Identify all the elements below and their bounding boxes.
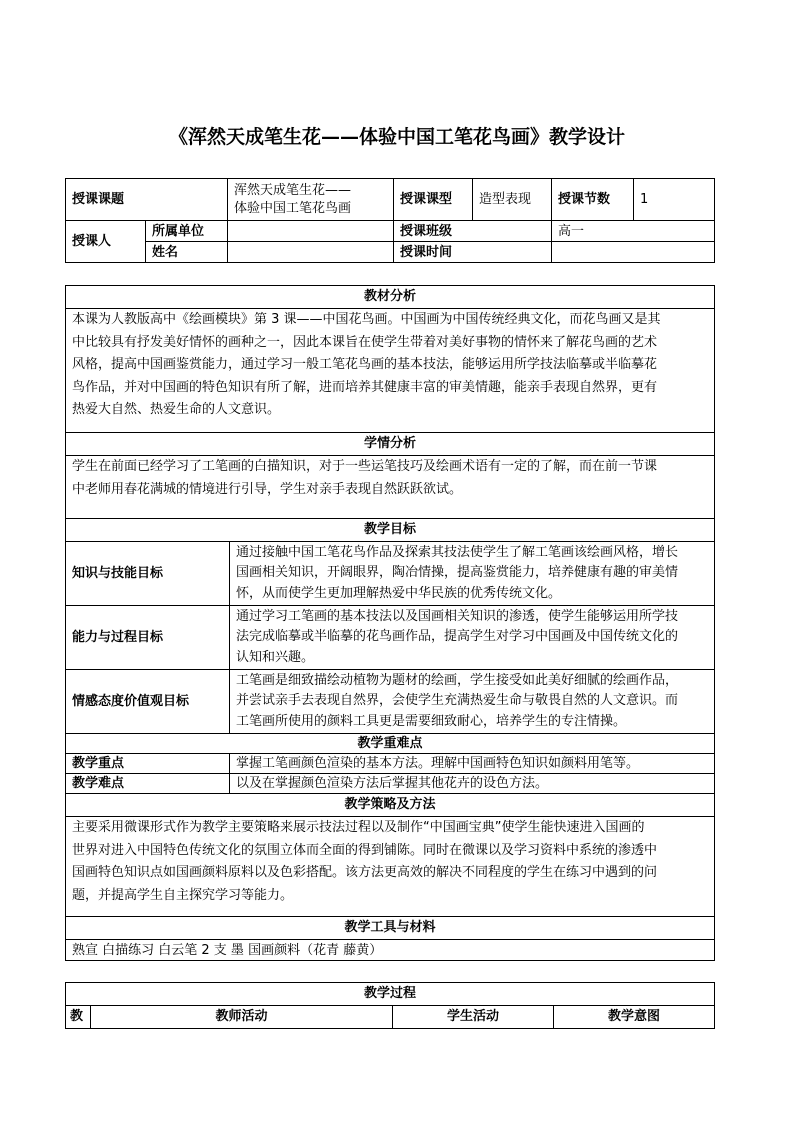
goals-header: 教学目标 <box>66 519 715 542</box>
keypoints-header: 教学重难点 <box>66 734 715 754</box>
course-value <box>228 179 394 221</box>
textbook-text <box>66 309 715 433</box>
goal-line: 通过学习工笔画的基本技法以及国画相关知识的渗透，使学生能够运用所学技 <box>236 608 679 624</box>
unit-label: 所属单位 <box>146 221 228 242</box>
hours-label: 授课节数 <box>552 179 634 221</box>
goal-label-ability: 能力与过程目标 <box>66 606 230 670</box>
goal-text-knowledge <box>230 542 715 606</box>
strategy-line: 题，并提高学生自主探究学习等能力。 <box>72 887 294 903</box>
process-col-teach: 教 <box>66 1006 91 1029</box>
type-label: 授课课型 <box>394 179 473 221</box>
hours-value: 1 <box>634 179 715 221</box>
textbook-line: 热爱大自然、热爱生命的人文意识。 <box>72 402 281 417</box>
goal-text-emotion <box>230 670 715 734</box>
time-value <box>552 242 715 263</box>
info-table <box>65 178 715 263</box>
strategy-text <box>66 817 715 917</box>
goal-line: 工笔画所使用的颜料工具更是需要细致耐心，培养学生的专注情操。 <box>236 713 627 729</box>
textbook-line: 风格，提高中国画鉴赏能力，通过学习一般工笔花鸟画的基本技法，能够运用所学技法临摹或半临摹花 <box>72 357 658 372</box>
goal-text-ability <box>230 606 715 670</box>
materials-header: 教学工具与材料 <box>66 917 715 940</box>
goal-line: 通过接触中国工笔花鸟作品及探索其技法使学生了解工笔画该绘画风格，增长 <box>236 544 679 560</box>
process-col-teacher: 教师活动 <box>91 1006 393 1029</box>
document-title: 《浑然天成笔生花——体验中国工笔花鸟画》教学设计 <box>168 126 625 148</box>
type-value: 造型表现 <box>473 179 552 221</box>
textbook-header: 教材分析 <box>66 286 715 309</box>
unit-value <box>228 221 394 242</box>
strategy-line: 国画特色知识点如国画颜料原料以及色彩搭配。该方法更高效的解决不同程度的学生在练习中遇到的问 <box>72 865 658 880</box>
strategy-line: 世界对进入中国特色传统文化的氛围立体而全面的得到铺陈。同时在微课以及学习资料中系统的渗透中 <box>72 842 658 858</box>
textbook-line: 鸟作品，并对中国画的特色知识有所了解，进而培养其健康丰富的审美情趣，能亲手表现自然界，更有 <box>72 379 658 395</box>
difficulty-text: 以及在掌握颜色渲染方法后掌握其他花卉的设色方法。 <box>230 774 715 794</box>
students-header: 学情分析 <box>66 433 715 456</box>
course-line-2: 体验中国工笔花鸟画 <box>234 200 352 216</box>
goal-label-knowledge: 知识与技能目标 <box>66 542 230 606</box>
time-label: 授课时间 <box>394 242 552 263</box>
course-line-1: 浑然天成笔生花—— <box>234 182 352 198</box>
students-line: 中老师用春花满城的情境进行引导，学生对亲手表现自然跃跃欲试。 <box>72 481 463 497</box>
process-col-intent: 教学意图 <box>554 1006 715 1029</box>
strategy-header: 教学策略及方法 <box>66 794 715 817</box>
textbook-line: 本课为人教版高中《绘画模块》第 3 课——中国花鸟画。中国画为中国传统经典文化，而花鸟画又是其 <box>72 312 661 327</box>
students-line: 学生在前面已经学习了工笔画的白描知识，对于一些运笔技巧及绘画术语有一定的了解，而在前一节课 <box>72 459 658 474</box>
goal-line: 认知和兴趣。 <box>236 649 315 665</box>
goal-line: 工笔画是细致描绘动植物为题材的绘画，学生接受如此美好细腻的绘画作品， <box>236 672 679 688</box>
process-table <box>65 982 715 1029</box>
goal-line: 法完成临摹或半临摹的花鸟画作品，提高学生对学习中国画及中国传统文化的 <box>236 629 679 645</box>
goal-line: 并尝试亲手去表现自然界，会使学生充满热爱生命与敬畏自然的人文意识。而 <box>236 693 679 709</box>
teacher-label: 授课人 <box>66 221 146 263</box>
goal-line: 国画相关知识，开阔眼界，陶冶情操，提高鉴赏能力，培养健康有趣的审美情 <box>236 565 679 581</box>
focus-text: 掌握工笔画颜色渲染的基本方法。理解中国画特色知识如颜料用笔等。 <box>230 754 715 774</box>
difficulty-label: 教学难点 <box>66 774 230 794</box>
name-value <box>228 242 394 263</box>
name-label: 姓名 <box>146 242 228 263</box>
materials-text: 熟宣 白描练习 白云笔 2 支 墨 国画颜料（花青 藤黄） <box>66 940 715 961</box>
strategy-line: 主要采用微课形式作为教学主要策略来展示技法过程以及制作“中国画宝典”使学生能快速进入国画的 <box>72 820 645 835</box>
process-col-student: 学生活动 <box>393 1006 554 1029</box>
process-header: 教学过程 <box>66 983 715 1006</box>
textbook-line: 中比较具有抒发美好情怀的画种之一，因此本课旨在使学生带着对美好事物的情怀来了解花鸟画的艺术 <box>72 334 658 350</box>
goal-label-emotion: 情感态度价值观目标 <box>66 670 230 734</box>
design-table <box>65 285 715 961</box>
focus-label: 教学重点 <box>66 754 230 774</box>
goal-line: 怀，从而使学生更加理解热爱中华民族的优秀传统文化。 <box>236 585 562 601</box>
students-text <box>66 456 715 519</box>
class-label: 授课班级 <box>394 221 552 242</box>
class-value: 高一 <box>552 221 715 242</box>
course-label: 授课课题 <box>66 179 228 221</box>
